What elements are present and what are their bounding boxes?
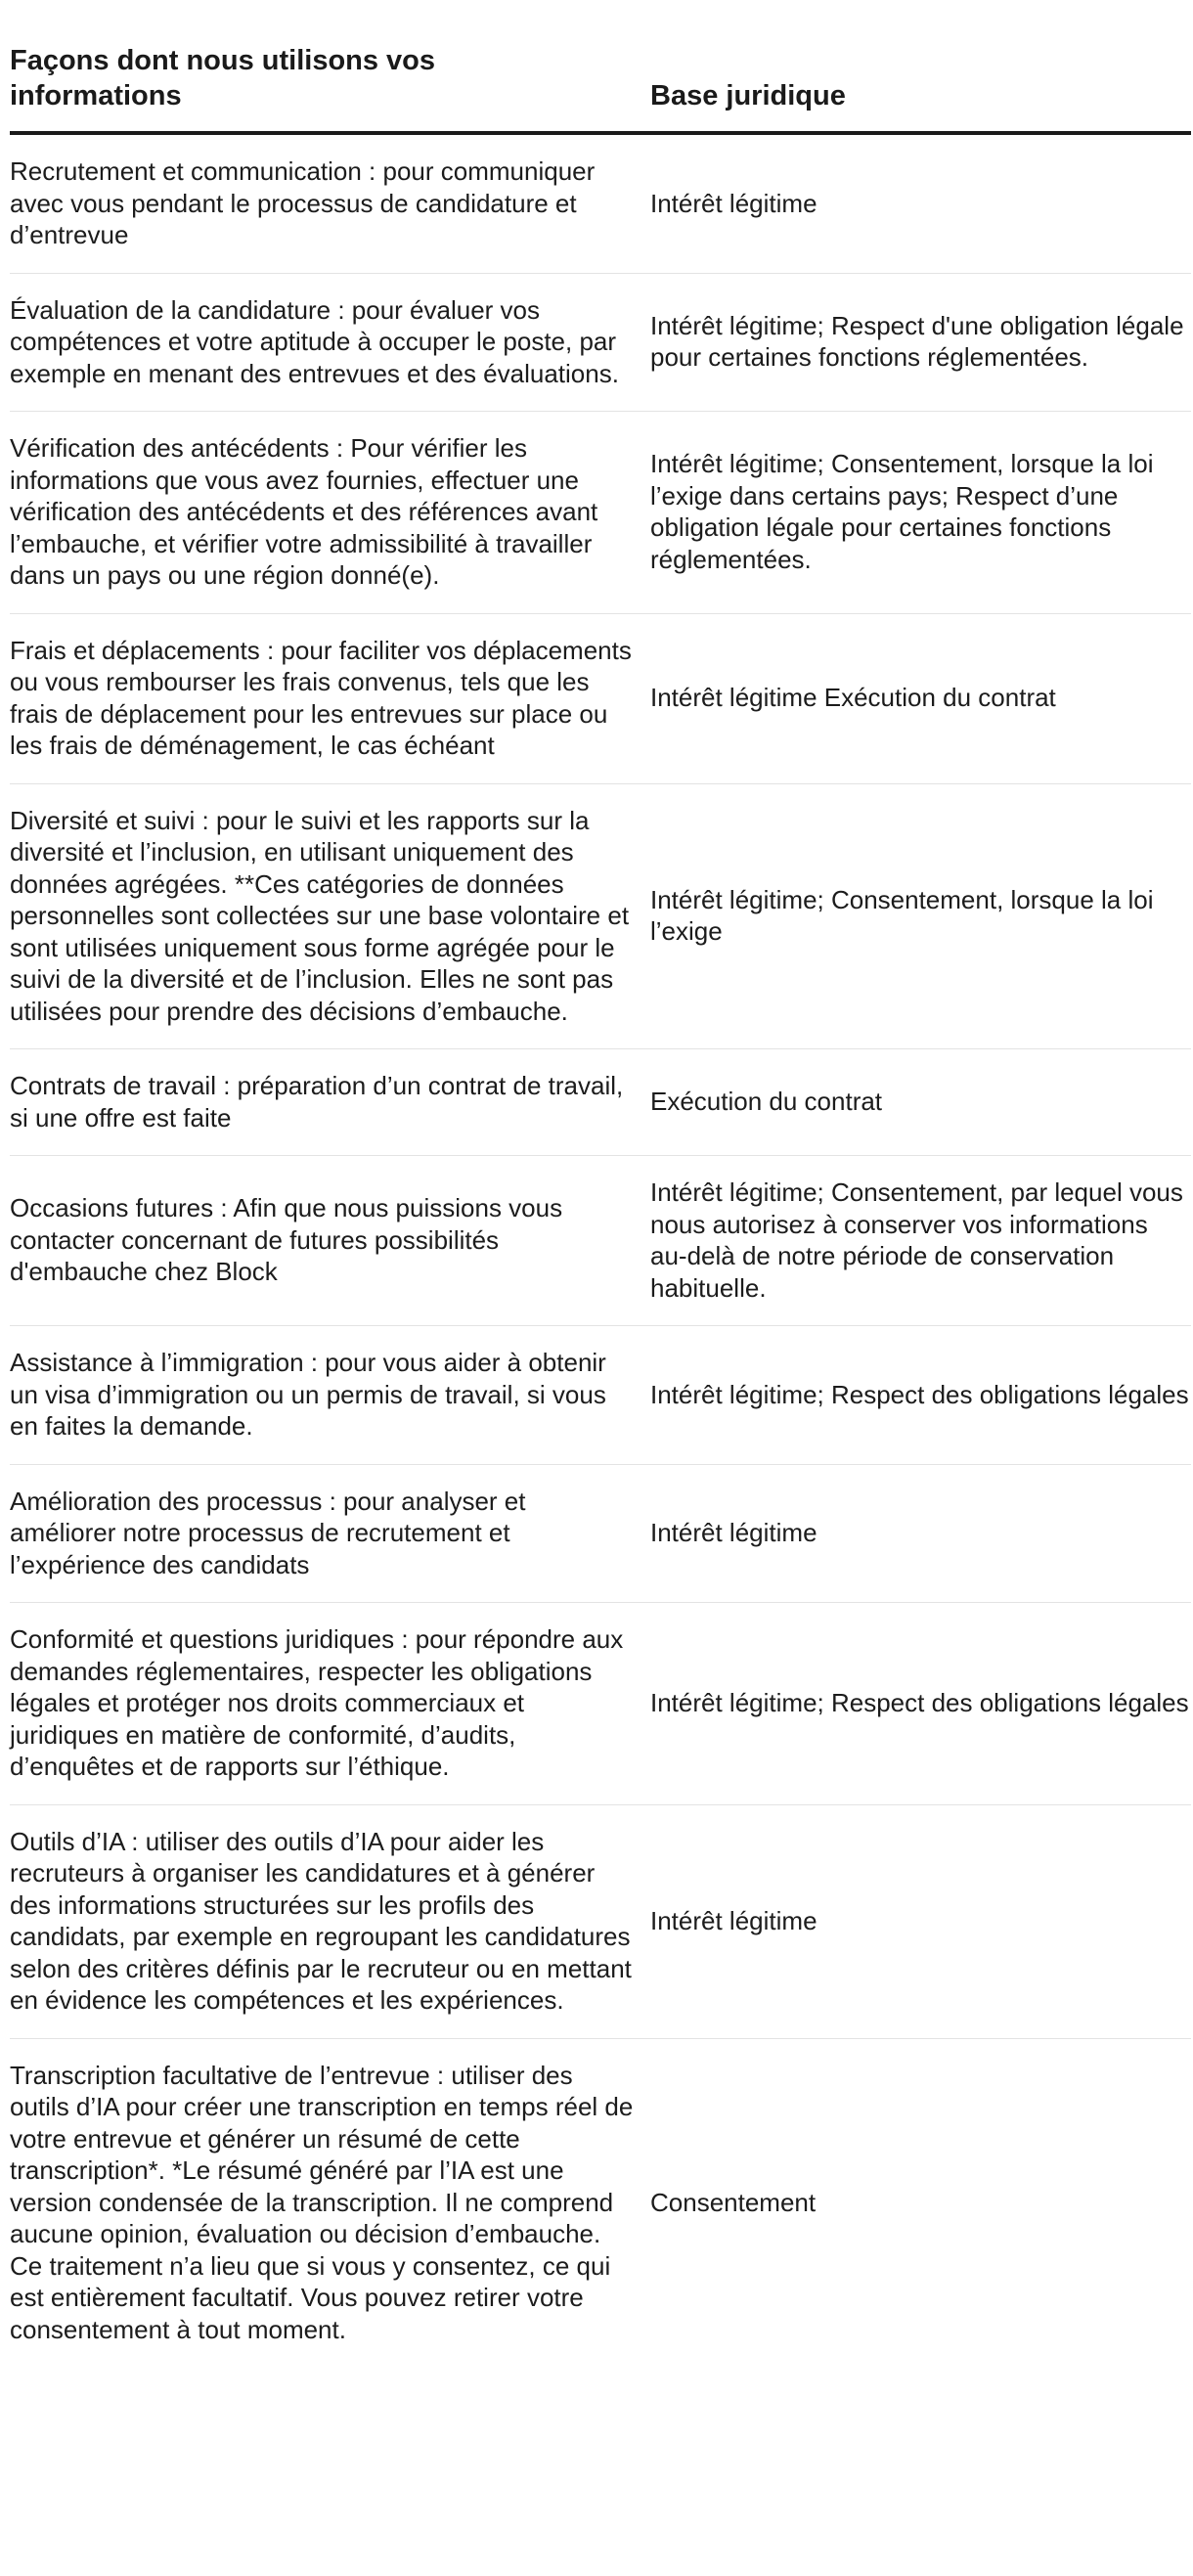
row-use-cell: Occasions futures : Afin que nous puissions vous contacter concernant de futures possibilités d'embauche chez Block xyxy=(10,1156,650,1326)
row-use-cell: Évaluation de la candidature : pour évaluer vos compétences et votre aptitude à occuper le poste, par exemple en menant des entrevues et des évaluations. xyxy=(10,273,650,412)
table-row xyxy=(10,273,1191,412)
row-basis-cell: Intérêt légitime; Consentement, lorsque la loi l’exige xyxy=(650,783,1191,1049)
row-use-cell: Conformité et questions juridiques : pour répondre aux demandes réglementaires, respecter les obligations légales et protéger nos droits commerciaux et juridiques en matière de conformité, d’audits, d’enquêtes et de rapports sur l’éthique. xyxy=(10,1603,650,1805)
row-basis-cell: Consentement xyxy=(650,2187,817,2217)
row-basis-cell: Intérêt légitime; Respect d'une obligation légale pour certaines fonctions réglementées. xyxy=(650,273,1191,412)
table-row xyxy=(10,1603,1191,1805)
row-basis-cell: Intérêt légitime xyxy=(650,1804,1191,2038)
legal-basis-table xyxy=(10,0,1191,2367)
row-basis-cell: Intérêt légitime; Consentement, par lequel vous nous autorisez à conserver vos informations au-delà de notre période de conservation habituelle. xyxy=(650,1156,1191,1326)
table-row xyxy=(10,783,1191,1049)
row-use-cell: Diversité et suivi : pour le suivi et les rapports sur la diversité et l’inclusion, en utilisant uniquement des données agrégées. **Ces catégories de données personnelles sont collectées sur une base volontaire et sont utilisées uniquement sous forme agrégée pour le suivi de la diversité et de l’inclusion. Elles ne sont pas utilisées pour prendre des décisions d’embauche. xyxy=(10,783,650,1049)
row-use-cell: Outils d’IA : utiliser des outils d’IA pour aider les recruteurs à organiser les candidatures et à générer des informations structurées sur les profils des candidats, par exemple en regroupant les candidatures selon des critères définis par le recruteur ou en mettant en évidence les compétences et les expériences. xyxy=(10,1804,650,2038)
table-row xyxy=(10,2038,1191,2367)
row-use-cell: Assistance à l’immigration : pour vous aider à obtenir un visa d’immigration ou un permis de travail, si vous en faites la demande. xyxy=(10,1326,650,1465)
row-use-cell: Recrutement et communication : pour communiquer avec vous pendant le processus de candidature et d’entrevue xyxy=(10,133,650,273)
table-row xyxy=(10,1464,1191,1603)
row-use-cell: Contrats de travail : préparation d’un contrat de travail, si une offre est faite xyxy=(10,1049,650,1156)
row-basis-cell: Intérêt légitime xyxy=(650,133,1191,273)
row-use-cell: Transcription facultative de l’entrevue : utiliser des outils d’IA pour créer une transcription en temps réel de votre entrevue et générer un résumé de cette transcription*. *Le résumé généré par l’IA est une version condensée de la transcription. Il ne comprend aucune opinion, évaluation ou décision d’embauche. Ce traitement n’a lieu que si vous y consentez, ce qui est entièrement facultatif. Vous pouvez retirer votre consentement à tout moment. xyxy=(10,2060,634,2344)
table-header-row xyxy=(10,0,1191,133)
table-row xyxy=(10,133,1191,273)
table-row xyxy=(10,1326,1191,1465)
table-row xyxy=(10,1156,1191,1326)
row-basis-cell: Intérêt légitime; Consentement, lorsque la loi l’exige dans certains pays; Respect d’une obligation légale pour certaines fonctions réglementées. xyxy=(650,412,1191,614)
row-use-cell: Amélioration des processus : pour analyser et améliorer notre processus de recrutement et l’expérience des candidats xyxy=(10,1464,650,1603)
table-body xyxy=(10,133,1191,2367)
row-basis-cell: Intérêt légitime; Respect des obligations légales xyxy=(650,1603,1191,1805)
header-use: Façons dont nous utilisons vos informations xyxy=(10,0,650,133)
row-use-cell: Vérification des antécédents : Pour vérifier les informations que vous avez fournies, effectuer une vérification des antécédents et des références avant l’embauche, et vérifier votre admissibilité à travailler dans un pays ou une région donné(e). xyxy=(10,412,650,614)
row-use-cell: Frais et déplacements : pour faciliter vos déplacements ou vous rembourser les frais convenus, tels que les frais de déplacement pour les entrevues sur place ou les frais de déménagement, le cas échéant xyxy=(10,613,650,783)
table-row xyxy=(10,613,1191,783)
row-basis-cell: Intérêt légitime xyxy=(650,1464,1191,1603)
table-row xyxy=(10,412,1191,614)
table-header xyxy=(10,0,1191,133)
table-row xyxy=(10,1049,1191,1156)
row-basis-cell: Exécution du contrat xyxy=(650,1049,1191,1156)
row-basis-cell: Intérêt légitime Exécution du contrat xyxy=(650,613,1191,783)
table-row xyxy=(10,1804,1191,2038)
row-basis-cell: Intérêt légitime; Respect des obligations légales xyxy=(650,1326,1191,1465)
header-legal-basis: Base juridique xyxy=(650,0,1191,133)
